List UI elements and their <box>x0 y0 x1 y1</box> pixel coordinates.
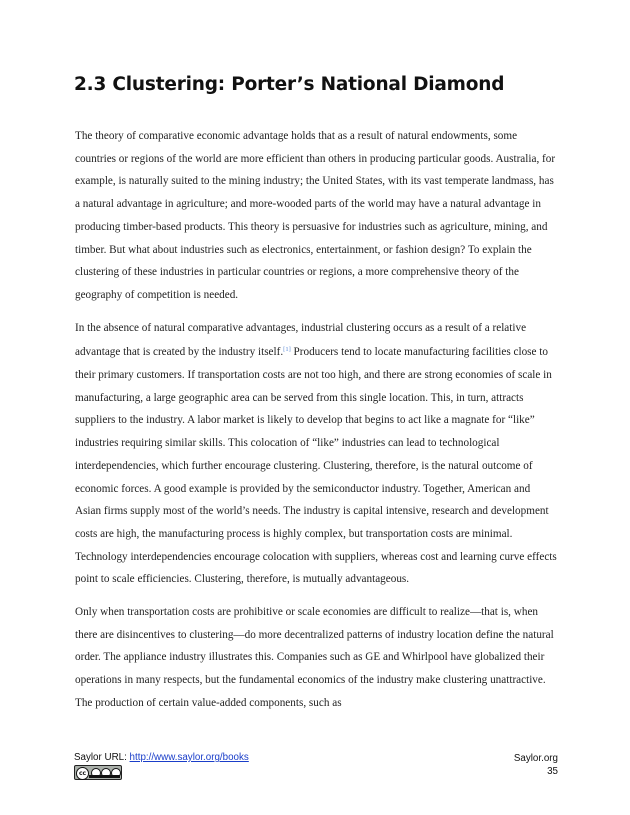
paragraph-2 <box>75 317 558 591</box>
page-number: 35 <box>547 766 558 777</box>
body-text <box>75 125 558 725</box>
footnote-link[interactable]: [1] <box>283 346 291 354</box>
saylor-books-link[interactable]: http://www.saylor.org/books <box>129 752 249 763</box>
footer-right <box>514 752 558 778</box>
creative-commons-license-icon[interactable] <box>74 765 122 780</box>
footer-site: Saylor.org <box>513 753 558 764</box>
footer-url-label: Saylor URL: <box>74 752 130 763</box>
license-bar <box>89 775 120 778</box>
paragraph-2-rest: Producers tend to locate manufacturing facilities close to their primary customers. If transportation costs are not too high, and there are strong economies of scale in manufacturing, a large geographic area can be served from this single location. This, in turn, attracts suppliers to the industry. A labor market is likely to develop that begins to act like a magnate for “like” industries requiring similar skills. This colocation of “like” industries can lead to technological interdependencies, which further encourage clustering. Clustering, therefore, is the natural outcome of economic forces. A good example is provided by the semiconductor industry. Together, American and Asian firms supply most of the world’s needs. The industry is capital intensive, research and development costs are high, the manufacturing process is highly complex, but transportation costs are minimal. Technology interdependencies encourage colocation with suppliers, whereas cost and learning curve effects point to scale efficiencies. Clustering, therefore, is mutually advantageous. <box>75 346 557 586</box>
footer-url <box>74 752 249 763</box>
paragraph-3: Only when transportation costs are prohibitive or scale economies are difficult to realize—that is, when there are disincentives to clustering—do more decentralized patterns of industry location define the natural order. The appliance industry illustrates this. Companies such as GE and Whirlpool have globalized their operations in many respects, but the fundamental economics of the industry make clustering unattractive. The production of certain value-added components, such as <box>75 606 554 709</box>
paragraph-1: The theory of comparative economic advantage holds that as a result of natural endowments, some countries or regions of the world are more efficient than others in producing particular goods. Australia, for example, is naturally suited to the mining industry; the United States, with its vast temperate landmass, has a natural advantage in agriculture; and more-wooded parts of the world may have a natural advantage in producing timber-based products. This theory is persuasive for industries such as agriculture, mining, and timber. But what about industries such as electronics, entertainment, or fashion design? To explain the clustering of these industries in particular countries or regions, a more comprehensive theory of the geography of competition is needed. <box>75 130 556 301</box>
paragraph-2-start: In the absence of natural comparative advantages, industrial clustering occurs as a result of a relative advantage that is created by the industry itself. <box>75 321 527 359</box>
cc-logo-icon: cc <box>76 767 89 780</box>
section-title: 2.3 Clustering: Porter’s National Diamond <box>74 74 505 95</box>
